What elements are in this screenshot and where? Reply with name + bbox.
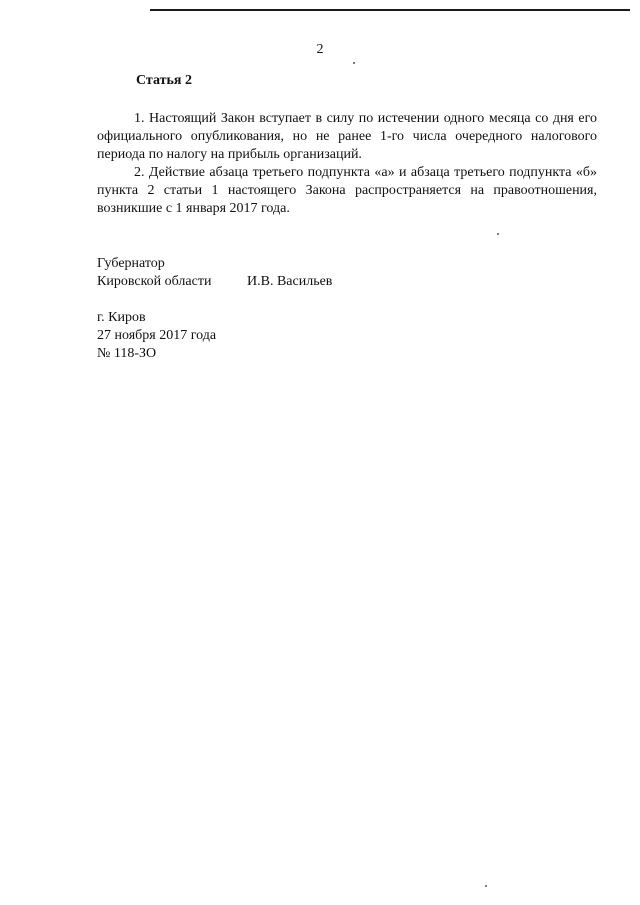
document-date: 27 ноября 2017 года: [97, 328, 217, 343]
document-number: № 118-ЗО: [97, 346, 157, 361]
place-date-block: [97, 309, 216, 363]
signature-title: Губернатор: [97, 256, 165, 271]
article-body: [97, 110, 597, 218]
page-number: 2: [316, 42, 324, 57]
signature-row: [97, 273, 332, 291]
signature-region: Кировской области: [97, 274, 212, 289]
article-paragraph-2: 2. Действие абзаца третьего подпункта «а» и абзаца третьего подпункта «б» пункта 2 статьи 1 настоящего Закона распространяется на правоотношения, возникшие с 1 января 2017 года.: [97, 165, 597, 216]
article-paragraph-1: 1. Настоящий Закон вступает в силу по истечении одного месяца со дня его официального опубликования, но не ранее 1-го числа очередного налогового периода по налогу на прибыль организаций.: [97, 111, 597, 162]
scan-speck: [485, 885, 487, 887]
signature-name: И.В. Васильев: [247, 274, 333, 289]
scan-speck: [353, 62, 355, 64]
city: г. Киров: [97, 310, 146, 325]
signature-block: [97, 255, 332, 291]
scan-speck: [497, 233, 499, 235]
scan-edge-line: [150, 9, 630, 11]
article-heading: Статья 2: [136, 73, 192, 88]
